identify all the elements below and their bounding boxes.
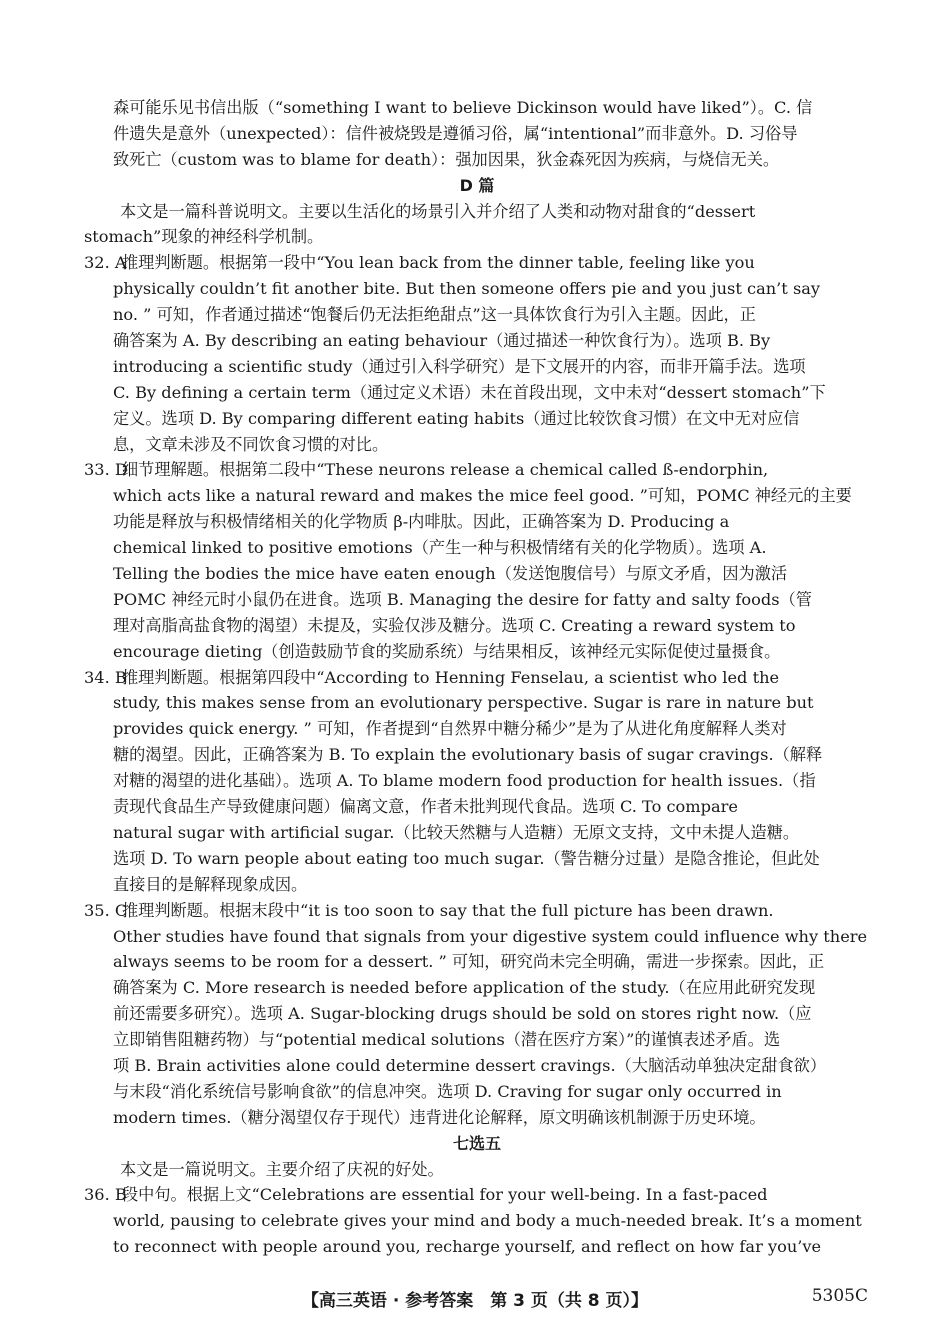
- text-line: encourage dieting（创造鼓励节食的奖励系统）与结果相反，该神经元实际促使过量摄食。: [113, 641, 781, 661]
- question-34-first-line: [84, 665, 870, 691]
- text-line: Other studies have found that signals from your digestive system could influence why there: [113, 926, 868, 946]
- text-line: 立即销售阻糖药物）与“potential medical solutions（潜在医疗方案）”的谨慎表述矛盾。选: [113, 1030, 781, 1050]
- text-line: chemical linked to positive emotions（产生一种与积极情绪有关的化学物质）。选项 A.: [113, 538, 767, 558]
- text-line: 项 B. Brain activities alone could determine dessert cravings.（大脑活动单独决定甜食欲）: [113, 1055, 827, 1075]
- text-line: to reconnect with people around you, recharge yourself, and reflect on how far you’ve: [113, 1237, 822, 1257]
- footer-title: 【高三英语 · 参考答案 第 3 页（共 8 页）】: [301, 1291, 649, 1311]
- question-number: 36. B: [84, 1185, 127, 1205]
- text-line: which acts like a natural reward and makes the mice feel good. ”可知，POMC 神经元的主要: [113, 486, 852, 506]
- text-line: 糖的渴望。因此，正确答案为 B. To explain the evolutionary basis of sugar cravings.（解释: [113, 745, 823, 765]
- text-line: 选项 D. To warn people about eating too much sugar.（警告糖分过量）是隐含推论，但此处: [113, 848, 820, 868]
- text-line: 确答案为 C. More research is needed before application of the study.（在应用此研究发现: [113, 978, 816, 998]
- section-heading-seven-choose-five: 七选五: [452, 1133, 501, 1153]
- text-line: POMC 神经元时小鼠仍在进食。选项 B. Managing the desire for fatty and salty foods（管: [113, 589, 812, 609]
- text-line: physically couldn’t fit another bite. But then someone offers pie and you just can’t say: [113, 279, 821, 299]
- text-line: 责现代食品生产导致健康问题）偏离文意，作者未批判现代食品。选项 C. To compare: [113, 797, 738, 817]
- question-number: 33. D: [84, 460, 128, 480]
- question-text: 段中句。根据上文“Celebrations are essential for your well-being. In a fast-paced: [122, 1185, 768, 1205]
- text-line: always seems to be room for a dessert. ” 可知，研究尚未完全明确，需进一步探索。因此，正: [113, 952, 825, 972]
- text-line: study, this makes sense from an evolutionary perspective. Sugar is rare in nature but: [113, 693, 814, 713]
- text-line: 与末段“消化系统信号影响食欲”的信息冲突。选项 D. Craving for sugar only occurred in: [113, 1081, 782, 1101]
- text-line: no. ” 可知，作者通过描述“饱餐后仍无法拒绝甜点”这一具体饮食行为引入主题。因此，正: [113, 305, 756, 325]
- text-line: 理对高脂高盐食物的渴望）未提及，实验仅涉及糖分。选项 C. Creating a reward system to: [113, 615, 796, 635]
- question-35-first-line: [84, 898, 870, 924]
- section-intro-line: 本文是一篇说明文。主要介绍了庆祝的好处。: [120, 1159, 444, 1179]
- text-line: world, pausing to celebrate gives your mind and body a much-needed break. It’s a moment: [113, 1211, 862, 1231]
- question-text: 推理判断题。根据末段中“it is too soon to say that the full picture has been drawn.: [122, 900, 774, 920]
- text-line: 森可能乐见书信出版（“something I want to believe Dickinson would have liked”）。C. 信: [113, 98, 813, 117]
- question-36-first-line: [84, 1182, 870, 1208]
- page-footer: [0, 1286, 950, 1316]
- text-line: 致死亡（custom was to blame for death）：强加因果，狄金森死因为疾病，与烧信无关。: [113, 149, 780, 169]
- text-line: 直接目的是解释现象成因。: [113, 874, 308, 894]
- text-line: 件遗失是意外（unexpected）：信件被烧毁是遵循习俗，属“intentional”而非意外。D. 习俗导: [113, 123, 798, 143]
- text-line: 前还需要多研究）。选项 A. Sugar-blocking drugs should be sold on stores right now.（应: [113, 1004, 812, 1024]
- question-text: 细节理解题。根据第二段中“These neurons release a chemical called ß-endorphin,: [122, 460, 769, 480]
- text-line: 功能是释放与积极情绪相关的化学物质 β-内啡肽。因此，正确答案为 D. Producing a: [113, 512, 730, 532]
- text-line: introducing a scientific study（通过引入科学研究）是下文展开的内容，而非开篇手法。选项: [113, 356, 806, 376]
- page-content: [84, 95, 870, 1260]
- question-number: 32. A: [84, 253, 127, 273]
- footer-code: 5305C: [811, 1286, 868, 1306]
- text-line: modern times.（糖分渴望仅存于现代）违背进化论解释，原文明确该机制源于历史环境。: [113, 1107, 766, 1127]
- question-33-first-line: [84, 457, 870, 483]
- text-line: 确答案为 A. By describing an eating behaviour（通过描述一种饮食行为）。选项 B. By: [113, 331, 771, 351]
- text-line: C. By defining a certain term（通过定义术语）未在首段出现，文中未对“dessert stomach”下: [113, 382, 826, 402]
- question-number: 34. B: [84, 667, 127, 687]
- question-32-first-line: [84, 250, 870, 276]
- text-line: natural sugar with artificial sugar.（比较天然糖与人造糖）无原文支持，文中未提人造糖。: [113, 822, 800, 842]
- text-line: 对糖的渴望的进化基础）。选项 A. To blame modern food production for health issues.（指: [113, 771, 816, 791]
- section-intro-line: 本文是一篇科普说明文。主要以生活化的场景引入并介绍了人类和动物对甜食的“dessert: [120, 201, 756, 221]
- section-intro-line: stomach”现象的神经科学机制。: [84, 227, 324, 247]
- question-number: 35. C: [84, 900, 128, 920]
- section-heading-d: D 篇: [459, 175, 495, 195]
- text-line: 息，文章未涉及不同饮食习惯的对比。: [113, 434, 389, 454]
- question-text: 推理判断题。根据第四段中“According to Henning Fenselau, a scientist who led the: [122, 667, 780, 687]
- text-line: provides quick energy. ” 可知，作者提到“自然界中糖分稀少”是为了从进化角度解释人类对: [113, 719, 787, 739]
- text-line: Telling the bodies the mice have eaten enough（发送饱腹信号）与原文矛盾，因为激活: [113, 564, 788, 584]
- question-text: 推理判断题。根据第一段中“You lean back from the dinner table, feeling like you: [122, 253, 755, 273]
- text-line: 定义。选项 D. By comparing different eating habits（通过比较饮食习惯）在文中无对应信: [113, 408, 800, 428]
